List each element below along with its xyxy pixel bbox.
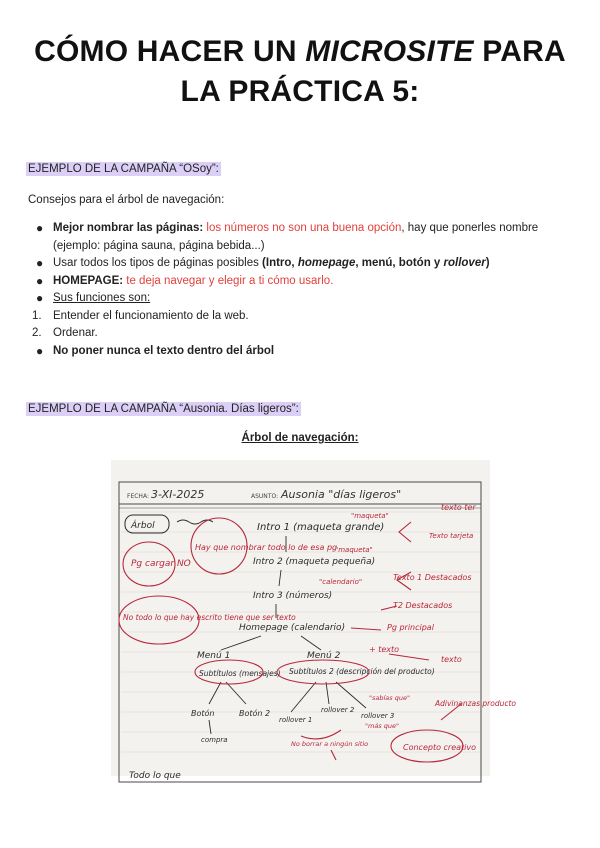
list-item: ● Sus funciones son: [28, 290, 574, 308]
list-item: ● No poner nunca el texto dentro del árbol [28, 343, 574, 361]
boton2-node: Botón 2 [239, 709, 271, 718]
page-title [0, 32, 600, 112]
bullet-marker: ● [36, 291, 44, 305]
note-calendario: "calendario" [319, 578, 363, 586]
note-concepto: Concepto creativo [403, 743, 477, 752]
note-maqueta-1: "maqueta" [351, 512, 389, 520]
rollover3-node: rollover 3 [361, 712, 395, 720]
note-mensajes: "más que" [365, 722, 399, 730]
note-texto-b: texto [441, 655, 462, 664]
note-maqueta-2: "maqueta" [335, 546, 373, 554]
asunto-label: ASUNTO: [251, 493, 279, 500]
tips-list [28, 220, 574, 360]
note-texto1: Texto 1 Destacados [393, 573, 472, 582]
intro1-node: Intro 1 (maqueta grande) [257, 522, 385, 533]
rollover1-node: rollover 1 [279, 716, 313, 724]
list-item: 2. Ordenar. [28, 325, 574, 343]
bullet-marker: ● [36, 343, 44, 358]
subtitle1-node: Subtítulos (mensajes) [199, 669, 281, 678]
list-item: 1. Entender el funcionamiento de la web. [28, 308, 574, 326]
list-item: ● Mejor nombrar las páginas: los números no son una buena opción, hay que ponerles nombre (ejemplo: página sauna, página bebida...) [36, 221, 539, 252]
menu2-node: Menú 2 [307, 651, 341, 661]
navigation-tree-photo [111, 460, 517, 781]
note-sabias: "sabías que" [369, 694, 410, 702]
fecha-value: 3-XI-2025 [151, 488, 205, 501]
note-pg-cargar: Pg cargar NO [131, 559, 191, 569]
note-texto2: T2 Destacados [393, 601, 453, 610]
note-no-todo: No todo lo que hay escrito tiene que ser texto [123, 613, 296, 622]
subtitle2-node: Subtítulos 2 (descripción del producto) [289, 667, 435, 676]
note-no-borrar: No borrar a ningún sitio [291, 740, 369, 748]
note-texto-a: + texto [369, 645, 400, 654]
tree-subheading: Árbol de navegación: [241, 432, 359, 444]
note-adivinanzas: Adivinanzas producto [435, 699, 517, 708]
list-item: ● HOMEPAGE: te deja navegar y elegir a ti cómo usarlo. [28, 273, 574, 291]
asunto-value: Ausonia "días ligeros" [281, 488, 402, 501]
title-line-1: CÓMO HACER UN MICROSITE PARA [34, 35, 566, 68]
fecha-label: FECHA: [127, 493, 149, 500]
list-item: ● Usar todos los tipos de páginas posibles (Intro, homepage, menú, botón y rollover) [28, 255, 574, 273]
intro3-node: Intro 3 (números) [253, 591, 333, 601]
title-line-2: LA PRÁCTICA 5: [180, 75, 420, 108]
bullet-marker: ● [36, 256, 44, 270]
arbol-label: Árbol [131, 521, 155, 531]
section1-heading: EJEMPLO DE LA CAMPAÑA “OSoy”: [28, 163, 219, 175]
boton-node: Botón [191, 709, 215, 718]
note-texto-ter: texto ter [441, 503, 476, 512]
handwritten-tree-sketch [111, 460, 517, 781]
section2-heading: EJEMPLO DE LA CAMPAÑA “Ausonia. Días ligeros”: [28, 403, 299, 415]
section1-intro: Consejos para el árbol de navegación: [28, 194, 225, 206]
compra-node: compra [201, 736, 228, 744]
rollover2-node: rollover 2 [321, 706, 355, 714]
note-pg-principal: Pg principal [387, 623, 434, 632]
bullet-marker: ● [36, 221, 44, 235]
menu1-node: Menú 1 [197, 651, 231, 661]
homepage-node: Homepage (calendario) [239, 623, 346, 633]
note-hay-que: Hay que nombrar todo lo de esa pg [195, 543, 338, 552]
intro2-node: Intro 2 (maqueta pequeña) [253, 557, 376, 567]
number-marker: 1. [32, 309, 42, 322]
bullet-marker: ● [36, 273, 44, 288]
number-marker: 2. [32, 327, 42, 339]
note-texto-tarjeta: Texto tarjeta [429, 532, 474, 540]
footer-scrawl: Todo lo que [129, 771, 181, 781]
